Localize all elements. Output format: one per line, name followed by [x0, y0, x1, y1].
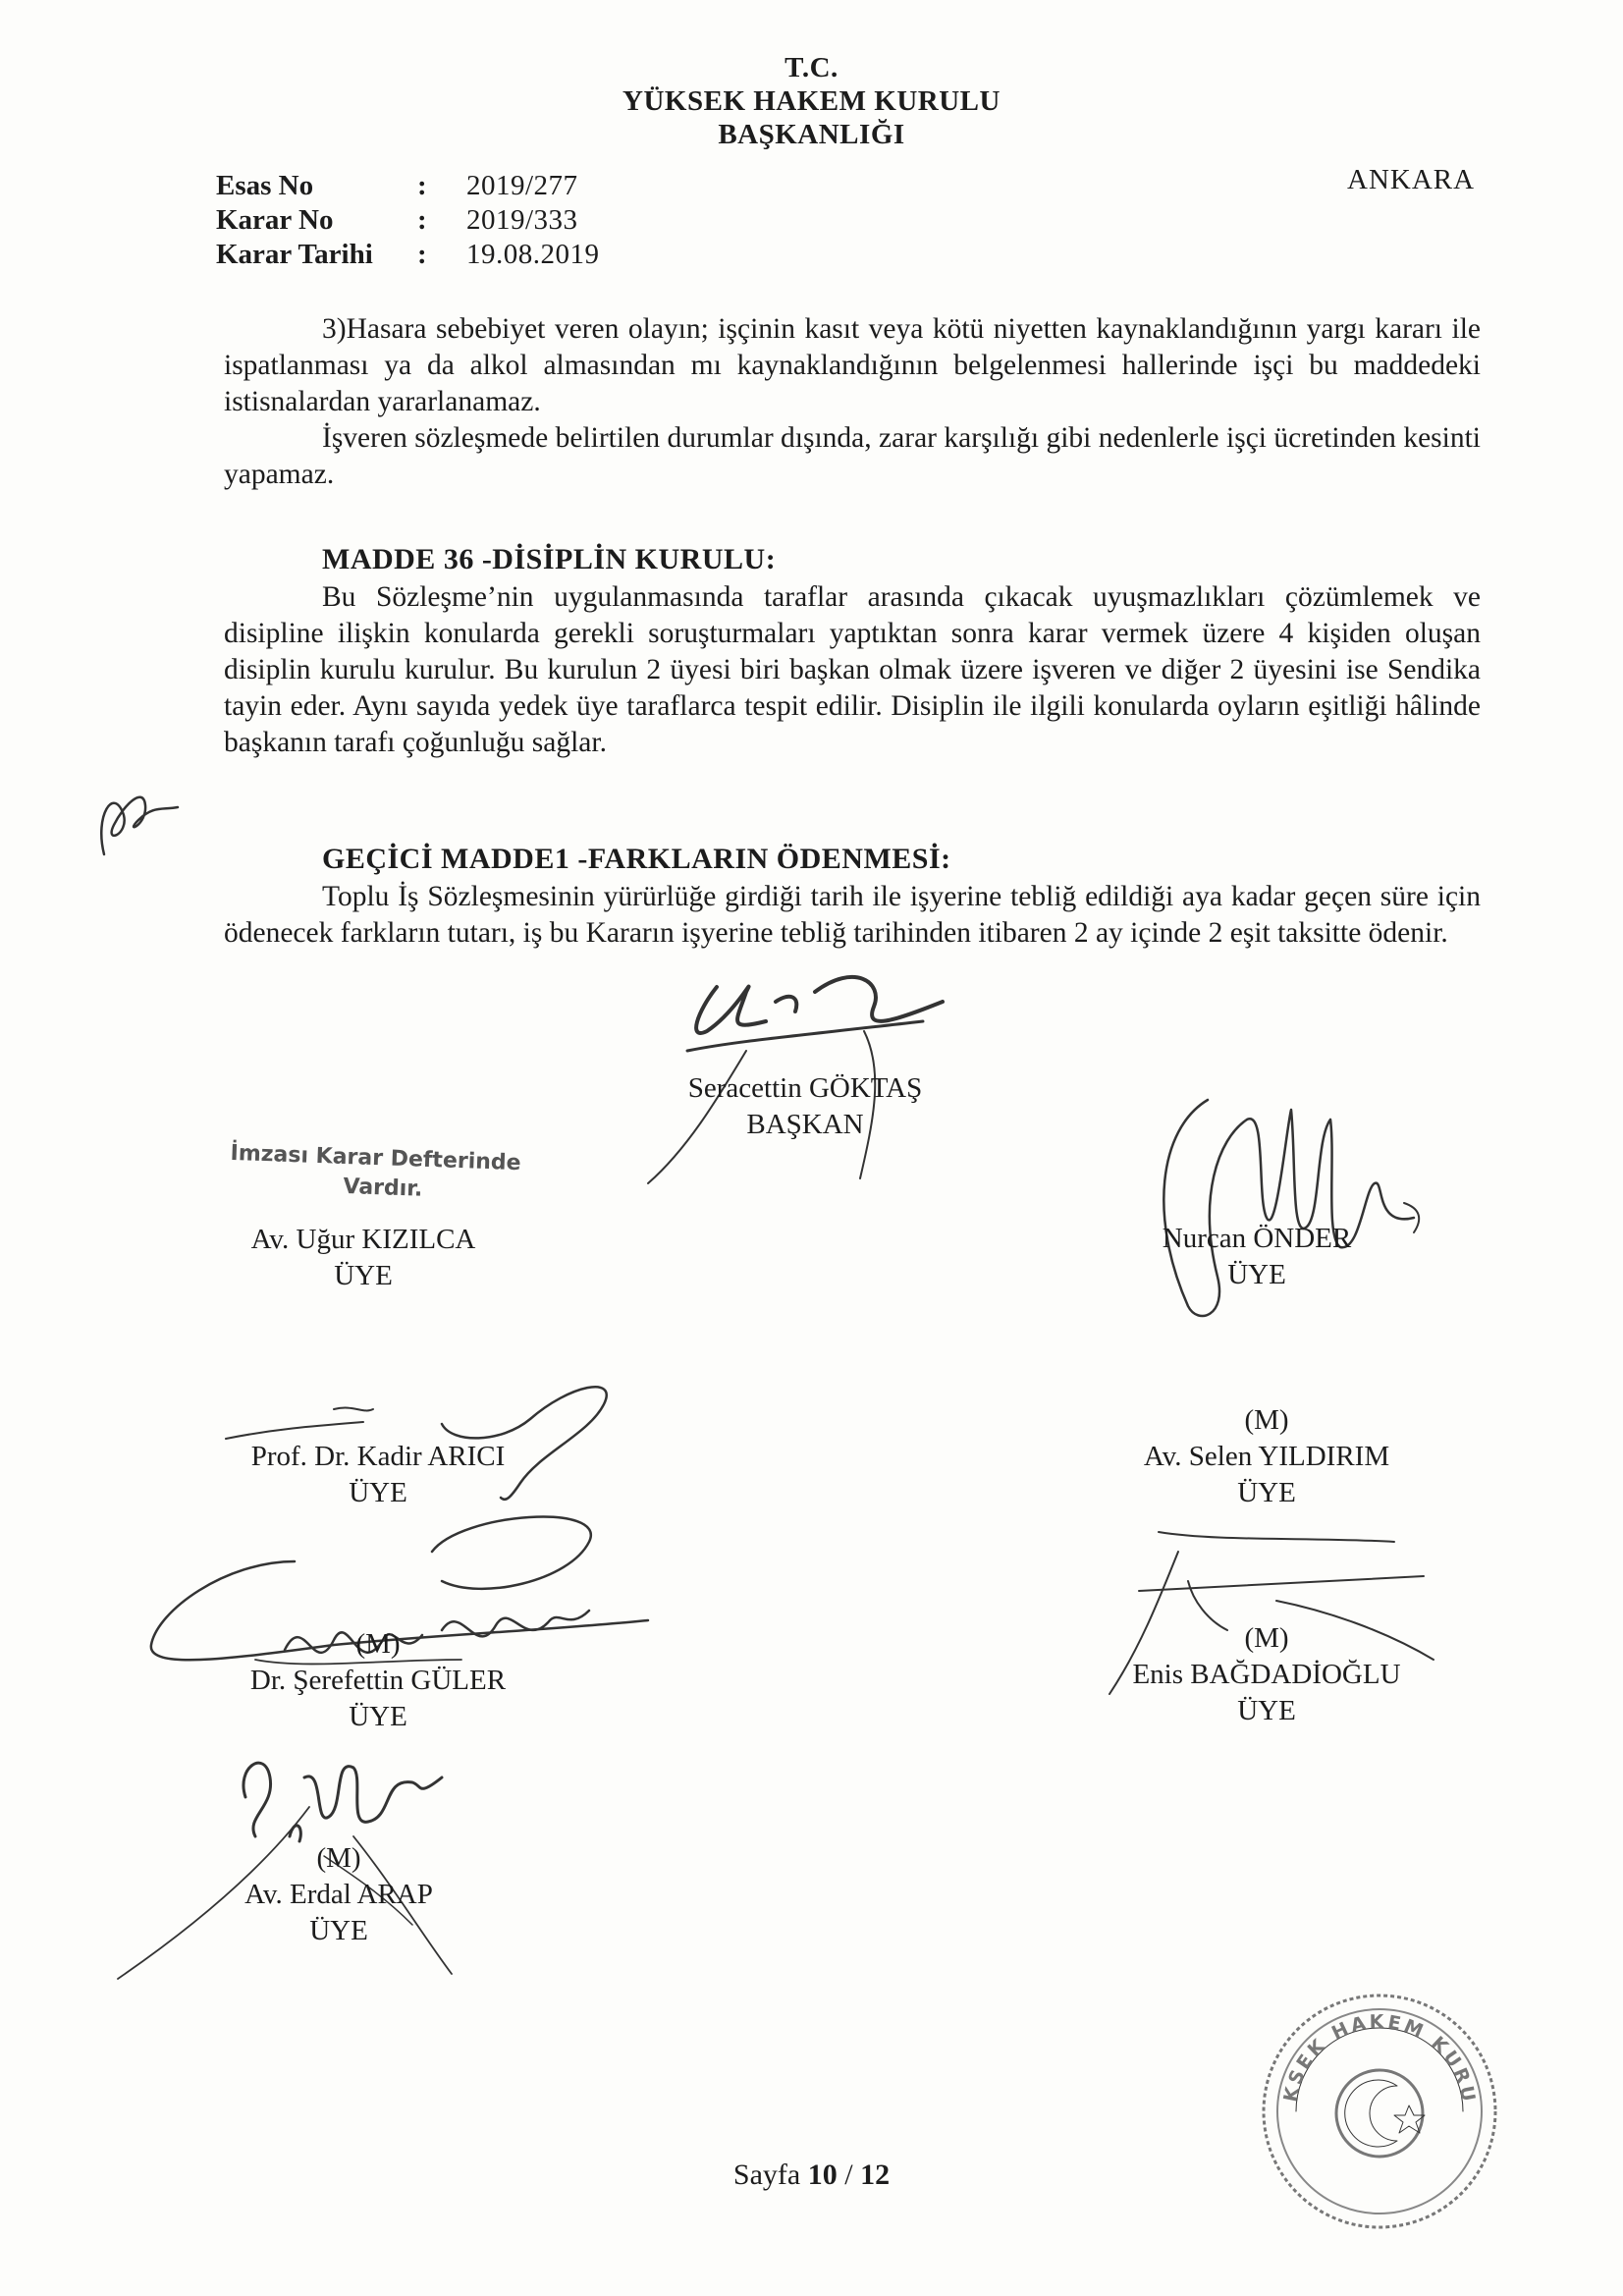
signatory-name: Enis BAĞDADİOĞLU	[1132, 1659, 1401, 1690]
meta-tarih-label: Karar Tarihi	[216, 239, 373, 270]
header-tc: T.C.	[784, 52, 839, 83]
page-separator: /	[837, 2159, 861, 2191]
body-section-1	[224, 311, 1481, 493]
stamp-note-line: Vardır.	[343, 1174, 423, 1202]
meta-esas-row	[216, 169, 578, 202]
stamp-note-signature-in-book	[229, 1139, 521, 1208]
meta-esas-label: Esas No	[216, 170, 314, 201]
signatory-role: ÜYE	[349, 1477, 407, 1508]
page-footer	[0, 2159, 1623, 2192]
page-total: 12	[860, 2159, 891, 2191]
meta-karar-label: Karar No	[216, 204, 334, 236]
signatory-role: ÜYE	[309, 1915, 368, 1946]
heading-madde-36: MADDE 36 -DİSİPLİN KURULU:	[322, 543, 777, 575]
heading-gecici-madde: GEÇİCİ MADDE1 -FARKLARIN ÖDENMESİ:	[322, 843, 951, 875]
paragraph-isveren: İşveren sözleşmede belirtilen durumlar dışında, zarar karşılığı gibi nedenlerle işçi ücretinden kesinti yapamaz.	[224, 422, 1481, 490]
signatory-guler	[226, 1626, 530, 1735]
signatory-name: Prof. Dr. Kadir ARICI	[250, 1441, 506, 1472]
signatory-mark: (M)	[1244, 1622, 1289, 1654]
seal-text: YÜKSEK HAKEM KURULU	[1242, 1967, 1480, 2106]
signatory-mark: (M)	[355, 1628, 401, 1660]
paragraph-farklar: Toplu İş Sözleşmesinin yürürlüğe girdiği tarih ile işyerine tebliğ edildiği aya kadar geçen süre için ödenecek farkların tutarı, iş bu Kararın işyerine tebliğ tarihinden itibaren 2 ay içinde 2 eşit taksitte ödenir.	[224, 881, 1481, 949]
margin-initial	[84, 776, 183, 864]
signatory-role: ÜYE	[349, 1701, 407, 1732]
meta-tarih-row	[216, 238, 600, 271]
signatory-name: Nurcan ÖNDER	[1162, 1223, 1352, 1254]
signatory-role: ÜYE	[1237, 1695, 1296, 1726]
header-institution: YÜKSEK HAKEM KURULU	[622, 85, 1001, 117]
signatory-name: Seracettin GÖKTAŞ	[687, 1072, 923, 1104]
signatory-baskan	[687, 1070, 923, 1143]
body-section-2	[224, 579, 1481, 761]
official-seal	[1242, 1967, 1507, 2239]
meta-colon: :	[417, 239, 427, 270]
signatory-name: Av. Selen YILDIRIM	[1143, 1441, 1390, 1472]
meta-colon: :	[417, 204, 427, 236]
paragraph-hasara: 3)Hasara sebebiyet veren olayın; işçinin kasıt veya kötü niyetten kaynaklandığının yargı kararı ile ispatlanması ya da alkol almasından mı kaynaklandığının belgelenmesi hallerinde işçi bu maddedeki istisnalardan yararlanamaz.	[224, 313, 1481, 417]
paragraph-disiplin: Bu Sözleşme’nin uygulanmasında taraflar arasında çıkacak uyuşmazlıkları çözümlemek ve disipline ilişkin konularda gerekli soruşturmaları yaptıktan sonra karar vermek üzere 4 kişiden oluşan disiplin kurulu kurulur. Bu kurulun 2 üyesi biri başkan olmak üzere işveren ve diğer 2 üyesini ise Sendika tayin eder. Aynı sayıda yedek üye taraflarca tespit edilir. Disiplin ile ilgili konularda oyların eşitliği hâlinde başkanın tarafı çoğunluğu sağlar.	[224, 581, 1481, 758]
signatory-arap	[226, 1840, 452, 1949]
body-section-3	[224, 879, 1481, 952]
signatory-yildirim	[1109, 1402, 1424, 1511]
signatory-kizilca	[221, 1222, 506, 1294]
meta-karar-value: 2019/333	[466, 204, 578, 236]
page-label: Sayfa	[732, 2159, 808, 2191]
header-city: ANKARA	[1347, 164, 1476, 195]
signatory-role: ÜYE	[1227, 1259, 1286, 1290]
signature-onder	[1119, 1080, 1453, 1336]
signatory-role: ÜYE	[1237, 1477, 1296, 1508]
header-block	[0, 51, 1623, 151]
meta-karar-row	[216, 203, 578, 237]
signatory-name: Av. Uğur KIZILCA	[250, 1224, 476, 1255]
meta-tarih-value: 19.08.2019	[466, 239, 600, 270]
signatory-onder	[1129, 1221, 1384, 1293]
page-current: 10	[807, 2159, 838, 2191]
header-presidency: BAŞKANLIĞI	[718, 119, 905, 150]
meta-esas-value: 2019/277	[466, 170, 578, 201]
signatory-mark: (M)	[316, 1842, 361, 1874]
signatory-bagdadioglu	[1100, 1620, 1434, 1729]
signatory-role: BAŞKAN	[746, 1109, 864, 1140]
meta-colon: :	[417, 170, 427, 201]
signatory-arici	[226, 1439, 530, 1511]
signatory-role: ÜYE	[334, 1260, 393, 1291]
signatory-name: Av. Erdal ARAP	[244, 1879, 433, 1910]
signatory-name: Dr. Şerefettin GÜLER	[249, 1665, 507, 1696]
signatory-mark: (M)	[1244, 1404, 1289, 1436]
stamp-note-line: İmzası Karar Defterinde	[230, 1140, 521, 1176]
